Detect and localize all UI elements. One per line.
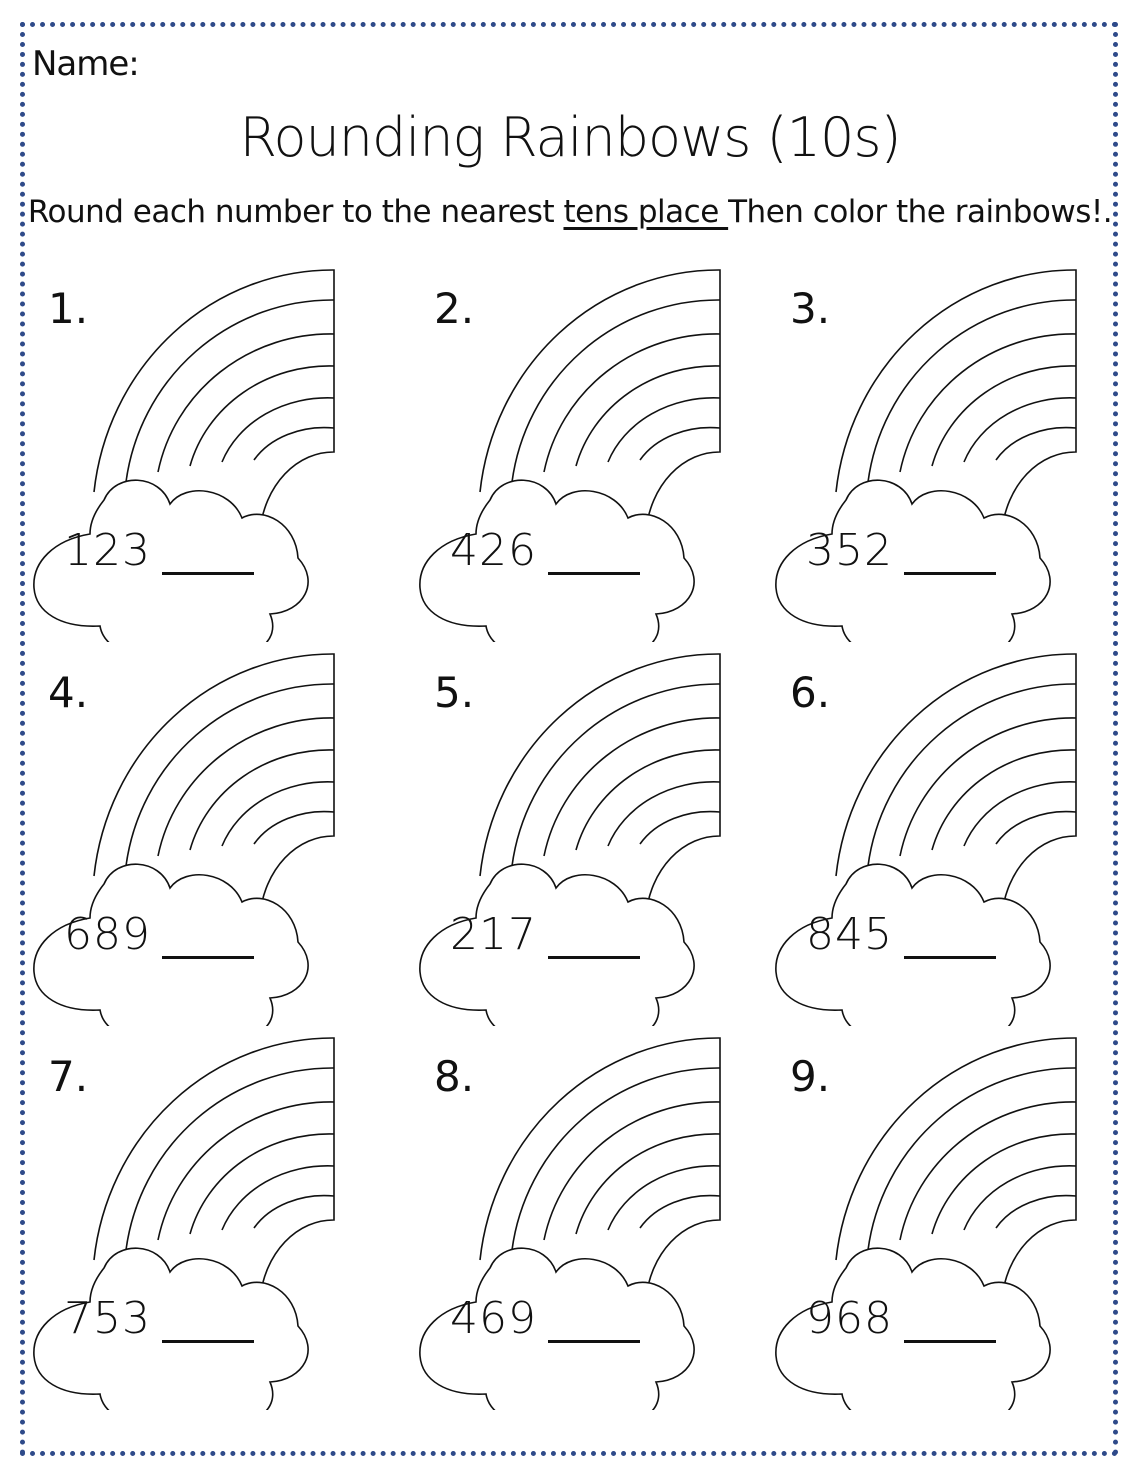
problem-7: [20, 1030, 380, 1410]
answer-blank[interactable]: [548, 1340, 640, 1343]
answer-blank[interactable]: [904, 956, 996, 959]
problem-number: 6.: [790, 668, 831, 717]
number-to-round: 689: [64, 909, 151, 960]
problem-1: [20, 262, 380, 642]
problem-6: [762, 646, 1122, 1026]
number-to-round: 352: [806, 525, 893, 576]
problem-number: 7.: [48, 1052, 89, 1101]
problem-number: 2.: [434, 284, 475, 333]
number-to-round: 426: [450, 525, 537, 576]
problem-8: [406, 1030, 766, 1410]
answer-blank[interactable]: [904, 572, 996, 575]
number-to-round: 845: [806, 909, 893, 960]
problem-5: [406, 646, 766, 1026]
number-to-round: 217: [450, 909, 537, 960]
answer-blank[interactable]: [162, 572, 254, 575]
problem-number: 9.: [790, 1052, 831, 1101]
instructions-text-start: Round each number to the nearest: [27, 194, 564, 230]
problem-9: [762, 1030, 1122, 1410]
answer-blank[interactable]: [548, 956, 640, 959]
number-to-round: 123: [64, 525, 151, 576]
number-to-round: 469: [450, 1293, 537, 1344]
problem-number: 5.: [434, 668, 475, 717]
answer-blank[interactable]: [548, 572, 640, 575]
instructions: [0, 194, 1140, 230]
problem-4: [20, 646, 380, 1026]
answer-blank[interactable]: [162, 956, 254, 959]
problem-2: [406, 262, 766, 642]
number-to-round: 753: [64, 1293, 151, 1344]
instructions-underlined-text: tens place: [563, 194, 729, 230]
instructions-text-end: Then color the rainbows!.: [728, 194, 1113, 230]
problem-number: 4.: [48, 668, 89, 717]
number-to-round: 968: [806, 1293, 893, 1344]
problem-number: 1.: [48, 284, 89, 333]
answer-blank[interactable]: [904, 1340, 996, 1343]
problem-number: 3.: [790, 284, 831, 333]
name-label: Name:: [32, 44, 139, 84]
problem-number: 8.: [434, 1052, 475, 1101]
answer-blank[interactable]: [162, 1340, 254, 1343]
problem-3: [762, 262, 1122, 642]
worksheet-title: Rounding Rainbows (10s): [239, 106, 901, 169]
